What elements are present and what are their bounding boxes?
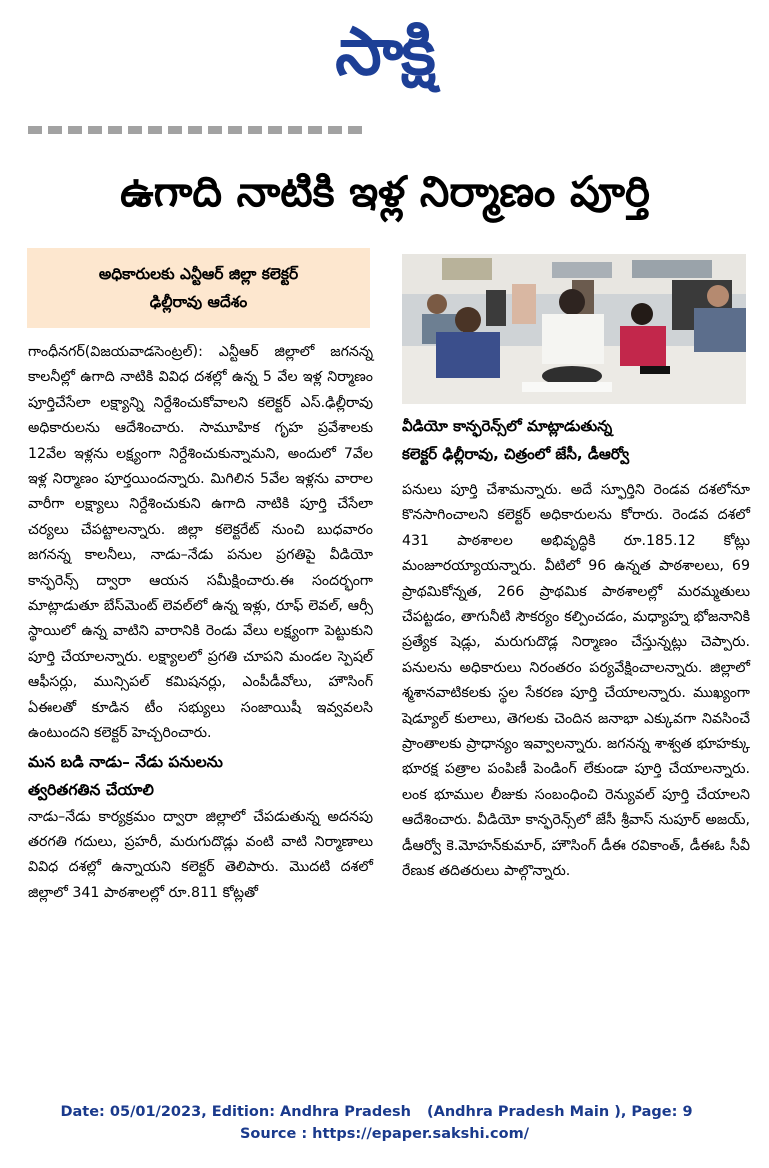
photo-caption-line-1: వీడియో కాన్ఫరెన్స్‌లో మాట్లాడుతున్న: [402, 417, 613, 435]
headline: ఉగాది నాటికి ఇళ్ల నిర్మాణం పూర్తి: [120, 167, 650, 216]
footer-date-edition: Date: 05/01/2023, Edition: Andhra Pradesh: [60, 1104, 411, 1120]
section-heading-line-2: త్వరితగతిన చేయాలి: [28, 780, 154, 799]
logo-text: సాక్షి: [335, 13, 434, 90]
subheadline-line-1: అధికారులకు ఎన్టీఆర్ జిల్లా కలెక్టర్: [98, 265, 299, 283]
photo-caption-line-2: కలెక్టర్ ఢిల్లీరావు, చిత్రంలో జేసీ, డీఆర్వో: [402, 445, 630, 463]
section-heading-line-1: మన బడి నాడు– నేడు పనులను: [28, 752, 223, 771]
article-column-left: [28, 340, 373, 906]
subheadline-line-2: ఢిల్లీరావు ఆదేశం: [149, 293, 248, 311]
subheadline-box: [27, 248, 370, 328]
photo-caption: [402, 412, 754, 468]
footer-source: Source : https://epaper.sakshi.com/: [239, 1126, 530, 1142]
body-paragraph-1: గాంధీనగర్(విజయవాడసెంట్రల్): ఎన్టీఆర్ జిల్లాలో జగనన్న కాలనీల్లో ఉగాది నాటికి వివిధ దశల్లో ఉన్న 5 వేల ఇళ్ల నిర్మాణం పూర్తిచేసేలా లక్ష్యాన్ని నిర్దేశించుకోవాలని కలెక్టర్ ఎస్.ఢిల్లీరావు అధికారులను ఆదేశించారు. సామూహిక గృహ ప్రవేశాలకు 12వేల ఇళ్లను లక్ష్యంగా నిర్దేశించుకున్నామని, అందులో 7వేల ఇళ్ల నిర్మాణం పూర్తయిందన్నారు. మిగిలిన 5వేల ఇళ్లను వారాల వారీగా లక్ష్యాలు నిర్దేశించుకుని ఉగాది నాటికి పూర్తి చేసేలా చర్యలు చేపట్టాలన్నారు. జిల్లా కలెక్టరేట్ నుంచి బుధవారం జగనన్న కాలనీలు, నాడు–నేడు పనుల ప్రగతిపై వీడియో కాన్ఫరెన్స్ ద్వారా ఆయన సమీక్షించారు.ఈ సందర్భంగా మాట్లాడుతూ బేస్‌మెంట్ లెవల్‌లో ఉన్న ఇళ్లు, రూఫ్ లెవల్, ఆర్సీ స్థాయిలో ఉన్న వాటిని వారానికి రెండు వేలు లక్ష్యంగా పెట్టుకుని పూర్తి చేయాలన్నారు. లక్ష్యాలలో ప్రగతి చూపని మండల స్పెషల్ ఆఫీసర్లు, మున్సిపల్ కమిషనర్లు, ఎంపీడీవోలు, హౌసింగ్ ఏఈలతో కూడిన టీం సభ్యులు సంజాయిషీ ఇవ్వవలసి ఉంటుందని కలెక్టర్ హెచ్చరించారు.: [28, 344, 373, 742]
blurred-dateline: [28, 126, 368, 134]
meeting-photo-illustration: [402, 254, 746, 404]
article-column-right: [402, 478, 750, 885]
article-photo: [402, 254, 746, 404]
body-paragraph-2: నాడు–నేడు కార్యక్రమం ద్వారా జిల్లాలో చేపడుతున్న అదనపు తరగతి గదులు, ప్రహరీ, మరుగుదొడ్లు వంటి వాటి నిర్మాణాలు వివిధ దశల్లో ఉన్నాయని కలెక్టర్ తెలిపారు. మొదటి దశలో జిల్లాలో 341 పాఠశాలల్లో రూ.811 కోట్లతో: [28, 808, 373, 901]
masthead-logo: [0, 12, 769, 92]
body-paragraph-3: పనులు పూర్తి చేశామన్నారు. అదే స్ఫూర్తిని రెండవ దశలోనూ కొనసాగించాలని కలెక్టర్ అధికారులను కోరారు. రెండవ దశలో 431 పాఠశాలల అభివృద్ధికి రూ.185.12 కోట్లు మంజూరయ్యాయన్నారు. వీటిలో 96 ఉన్నత పాఠశాలలు, 69 ప్రాథమికోన్నత, 266 ప్రాథమిక పాఠశాలల్లో మరమ్మతులు చేపట్టడం, తాగునీటి సౌకర్యం కల్పించడం, మధ్యాహ్న భోజనానికి ప్రత్యేక షెడ్లు, మరుగుదొడ్ల నిర్మాణం చేస్తున్నట్లు చెప్పారు. పనులను అధికారులు నిరంతరం పర్యవేక్షించాలన్నారు. జిల్లాలో శ్మశానవాటికలకు స్థల సేకరణ పూర్తి చేయాలన్నారు. ముఖ్యంగా షెడ్యూల్ కులాలు, తెగలకు చెందిన జనాభా ఎక్కువగా నివసించే ప్రాంతాలకు ప్రాధాన్యం ఇవ్వాలన్నారు. జగనన్న శాశ్వత భూహక్కు భూరక్ష పత్రాల పంపిణీ పెండింగ్ లేకుండా పూర్తి చేయాలన్నారు. లంక భూముల లీజుకు సంబంధించి రెన్యువల్ పూర్తి చేయాలని ఆదేశించారు. వీడియో కాన్ఫరెన్స్‌లో జేసీ శ్రీవాస్ నుపూర్ అజయ్, డీఆర్వో కె.మోహన్‌కుమార్, హౌసింగ్ డీఈ రవికాంత్, డీఈఓ సీవీ రేణుక తదితరులు పాల్గొన్నారు.: [402, 482, 750, 880]
footer-page-info: (Andhra Pradesh Main ), Page: 9: [427, 1104, 693, 1120]
footer-date-line: [0, 1104, 769, 1120]
